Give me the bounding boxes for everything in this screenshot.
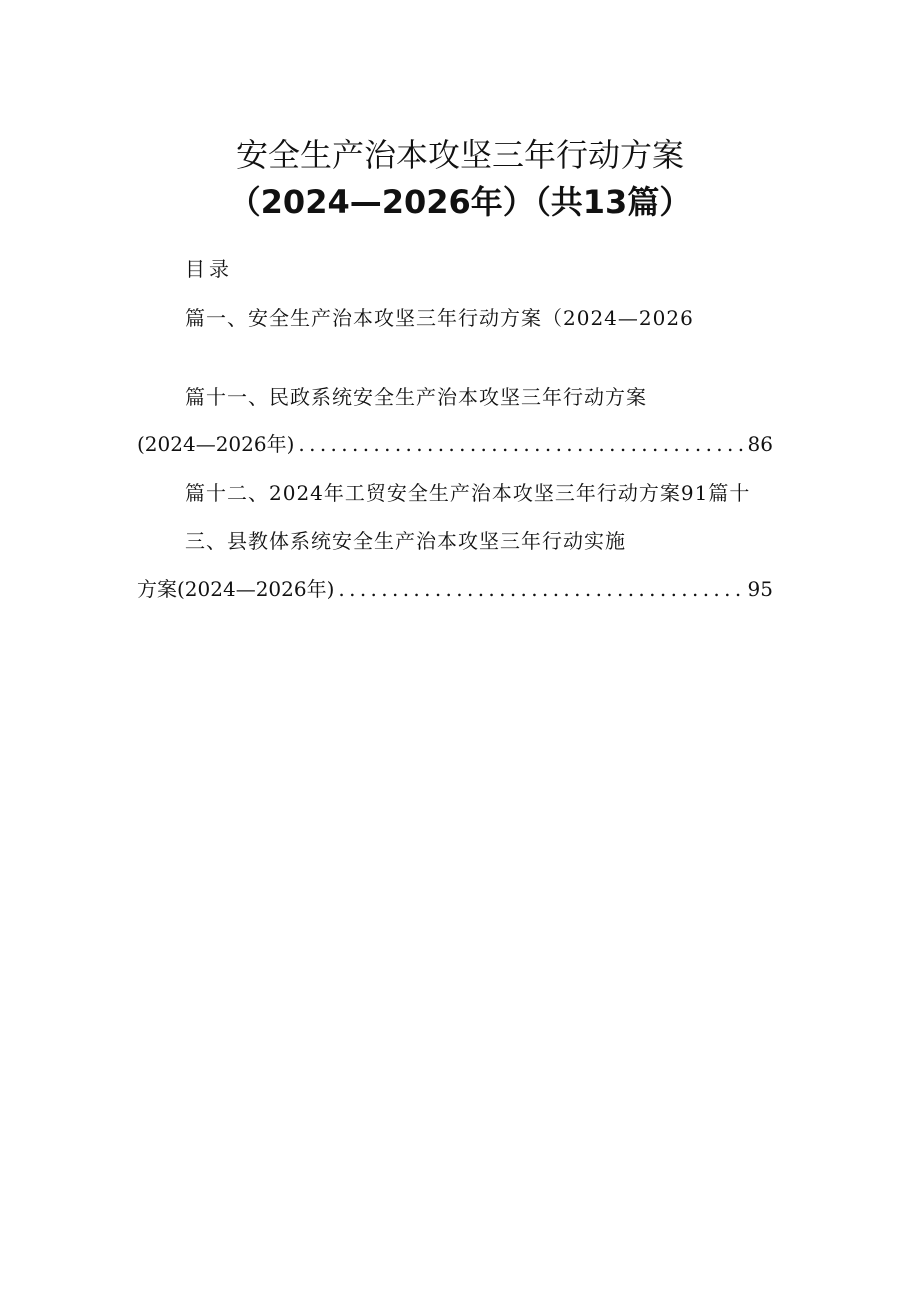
toc-entry-1[interactable]: 篇一、安全生产治本攻坚三年行动方案（2024—2026 bbox=[185, 306, 694, 330]
toc-entry-11-line2[interactable] bbox=[137, 431, 773, 457]
toc-entry-13-tail: 方案(2024—2026年) bbox=[137, 577, 335, 601]
toc-leader-dots bbox=[298, 431, 743, 457]
document-title: 安全生产治本攻坚三年行动方案 bbox=[235, 136, 684, 174]
toc-entry-13-line1[interactable]: 三、县教体系统安全生产治本攻坚三年行动实施 bbox=[185, 529, 626, 553]
toc-entry-13-line2[interactable] bbox=[137, 576, 773, 602]
toc-entry-11-line1[interactable]: 篇十一、民政系统安全生产治本攻坚三年行动方案 bbox=[185, 385, 647, 409]
toc-entry-11-page: 86 bbox=[747, 432, 773, 456]
document-subtitle: （2024—2026年）（共13篇） bbox=[228, 183, 692, 221]
toc-entry-13-page: 95 bbox=[747, 577, 773, 601]
toc-entry-12[interactable]: 篇十二、2024年工贸安全生产治本攻坚三年行动方案91篇十 bbox=[185, 481, 751, 505]
toc-leader-dots bbox=[338, 576, 743, 602]
toc-heading: 目录 bbox=[185, 257, 233, 281]
toc-entry-11-tail: (2024—2026年) bbox=[137, 432, 295, 456]
